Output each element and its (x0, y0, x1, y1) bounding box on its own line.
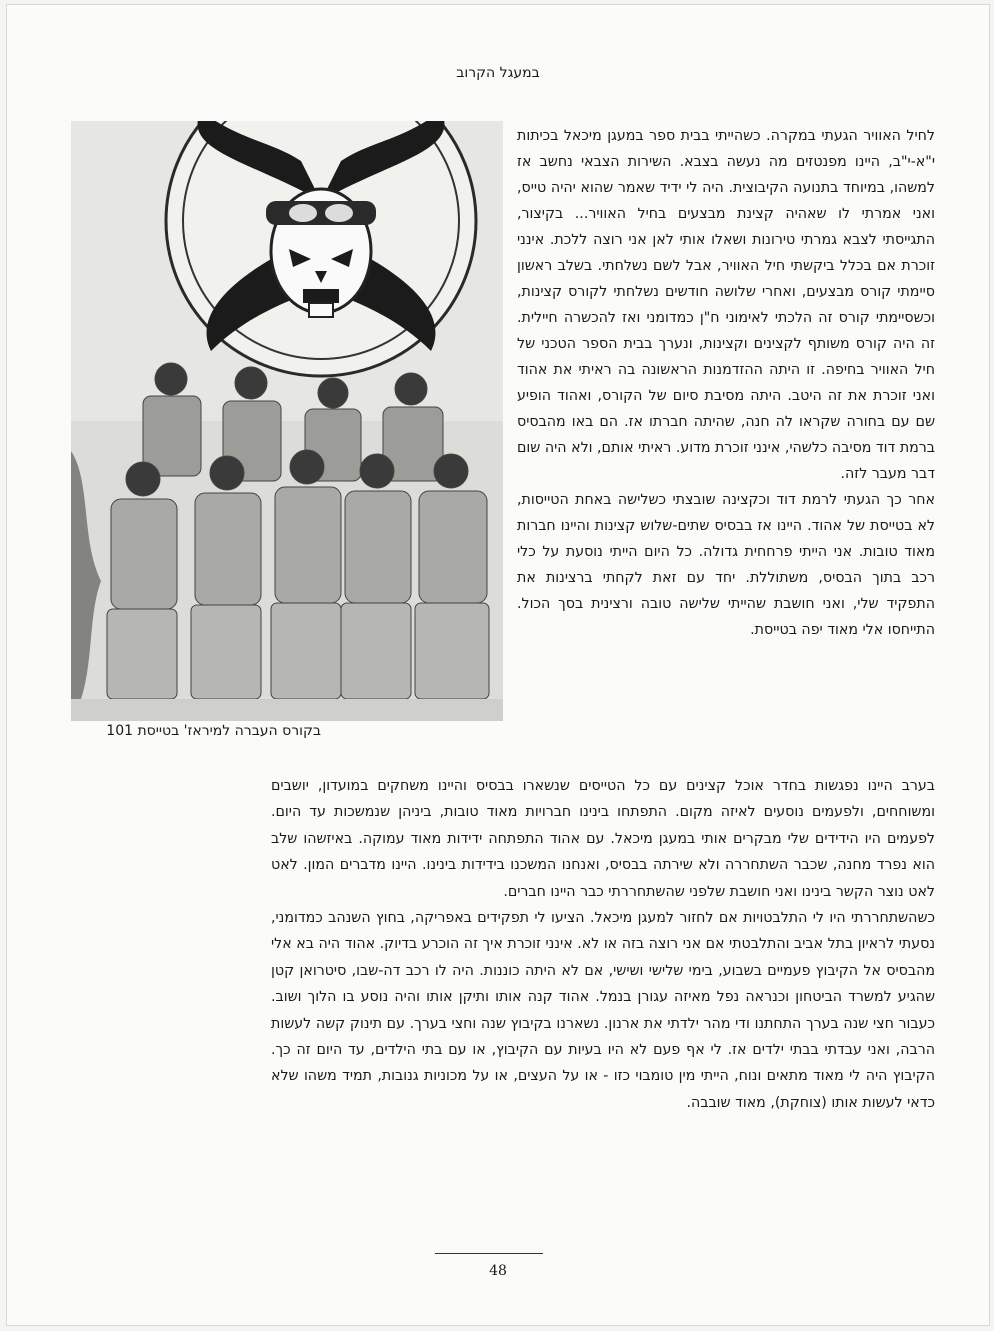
photo-caption: בקורס העברה למיראז' בטייסת 101 (106, 723, 321, 739)
figure (71, 121, 503, 727)
running-header: במעגל הקרוב (456, 65, 540, 81)
paragraph: בערב היינו נפגשות בחדר אוכל קצינים עם כל הטייסים שנשארו בבסיס והיינו משחקים במועדון, יושבים ומשוחחים, ולפעמים נוסעים לאיזה מקום. התפתחו בינינו חברויות מאוד טובות, ביניהן שנמשכות עד היום. לפעמים היו הידידים שלי מבקרים אותי במעגן מיכאל. עם אהוד התפתחה ידידות מאוד עמוקה. באיזשהו שלב הוא נפרד מחנה, שכבר השתחררה ולא שירתה בבסיס, ואנחנו המשכנו בידידות בינינו. היינו מדברים המון. לאט לאט נוצר הקשר בינינו ואני חושבת שלפני שהשתחררתי כבר היינו חברים. (271, 778, 935, 900)
full-width-text (271, 773, 935, 1116)
squadron-emblem-icon (166, 121, 476, 376)
column-text (517, 123, 935, 643)
page-number: 48 (489, 1263, 507, 1279)
footer-rule (435, 1253, 543, 1254)
paragraph: אחר כך הגעתי לרמת דוד וכקצינה שובצתי כשלישה באחת הטייסות, לא בטייסת של אהוד. היינו אז בבסיס שתים-שלוש קצינות והיינו חברות מאוד טובות. אני הייתי פרחחית גדולה. כל היום הייתי נוסעת על כלי רכב בתוך הבסיס, משתוללת. יחד עם זאת לקחתי ברצינות את התפקיד שלי, ואני חושבת שהייתי שלישה טובה ורצינית בסך הכול. התייחסו אלי מאוד יפה בטייסת. (517, 492, 935, 638)
group-photo-illustration (71, 121, 503, 721)
group-photo (71, 121, 503, 721)
book-page (6, 4, 990, 1326)
paragraph: לחיל האוויר הגעתי במקרה. כשהייתי בבית ספר במעגן מיכאל בכיתות י"א-י"ב, היינו מפנטזים מה נעשה בצבא. השירות הצבאי נחשב אז למשהו, במיוחד בתנועה הקיבוצית. היה לי ידיד שאמר שהוא יהיה טייס, ואני אמרתי לו שאהיה קצינת מבצעים בחיל האוויר... בקיצור, התגייסתי לצבא גמרתי טירונות ושאלו אותי לאן אני רוצה ללכת. אינני זוכרת אם בכלל ביקשתי חיל האוויר, אבל לשם נשלחתי. בשלב ראשון סיימתי קורס מבצעים, ואחרי שלושה חודשים נשלחתי לקורס קצינות, וכשסיימתי קורס זה הלכתי לאימוני ח"ן כמדומני ואז להכשרה חיילית. זה היה קורס משותף לקצינים וקצינות, ונערך בבית הספר הטכני של חיל האוויר בחיפה. זו היתה ההזדמנות הראשונה בה ראיתי את אהוד ואני זוכרת את זה היטב. היתה מסיבת סיום של הקורס, ואהוד הופיע שם עם בחורה שקראו לה חנה, שהיתה חברתו אז. הם באו מהבסיס ברמת דוד מסיבה כלשהי, אינני זוכרת מדוע. ראיתי אותם, ולא היה שום דבר מעבר לזה. (517, 128, 935, 482)
paragraph: כשהשתחררתי היו לי התלבטויות אם לחזור למעגן מיכאל. הציעו לי תפקידים באפריקה, בחוץ השנהב כמדומני, נסעתי לראיון בתל אביב והתלבטתי אם אני רוצה בזה או לא. אינני זוכרת איך זה הוכרע בדיוק. אהוד היה בא אלי מהבסיס אל הקיבוץ פעמיים בשבוע, בימי שלישי ושישי, אם לא היתה כוננות. היה לו רכב דה-שבו, סיטרואן קטן שהגיע למשרד הביטחון וכנראה נפל מאיזה עגורן בנמל. אהוד קנה אותו ותיקן אותו והיה נוסע בו הלוך ושוב. כעבור חצי שנה בערך התחתנו ודי מהר ילדתי את ארנון. נשארנו בקיבוץ שנה וחצי בערך. עם תינוק קשה לעשות הרבה, ואני עבדתי בבתי ילדים אז. לי אף פעם לא היו בעיות עם הקיבוץ, או עם בתי הילדים, עד היום זה כך. הקיבוץ היה לי מאוד מתאים ונוח, הייתי מין טומבוי כזו - או על העצים, או על מכוניות גנובות, תמיד משהו שלא כדאי לעשות אותו (צוחקת), מאוד שובבה. (271, 910, 935, 1111)
person-front-3 (271, 450, 341, 699)
